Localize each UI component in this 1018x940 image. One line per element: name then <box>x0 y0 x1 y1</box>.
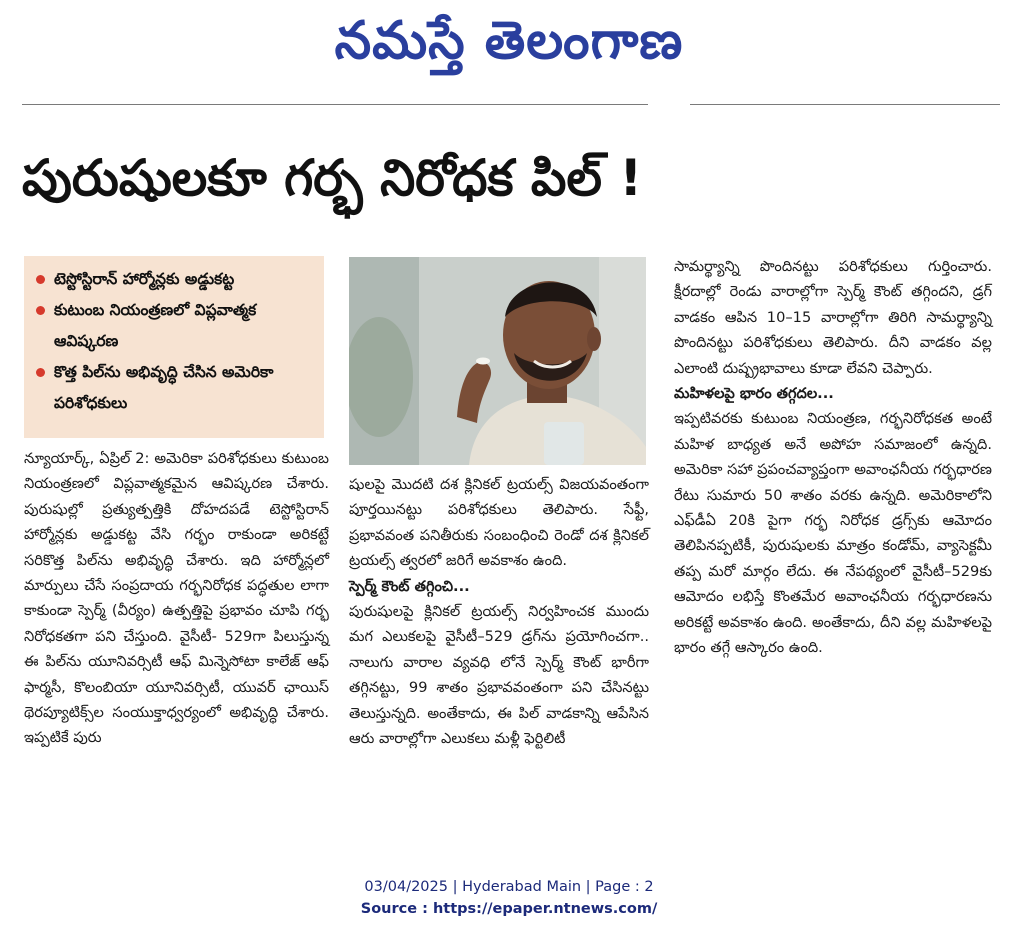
highlight-item <box>36 357 314 419</box>
bullet-dot-icon <box>36 368 45 377</box>
column-3-paragraph-1: సామర్థ్యాన్ని పొందినట్టు పరిశోధకులు గుర్తించారు. క్షీరదాల్లో రెండు వారాల్లోగా స్పెర్మ్ కౌంట్ తగ్గిందని, డ్రగ్ వాడకం ఆపిన 10–15 వారాల్లోగా తిరిగి సామర్థ్యాన్ని పొందినట్టు పరిశోధకులు తెలిపారు. దీని వాడకం వల్ల ఎలాంటి దుష్ప్రభావాలు కూడా లేవని చెప్పారు. <box>674 258 992 377</box>
column-3-paragraph-2: ఇప్పటివరకు కుటుంబ నియంత్రణ, గర్భనిరోధకత అంటే మహిళ బాధ్యత అనే అపోహ సమాజంలో ఉన్నది. అమెరికా సహా ప్రపంచవ్యాప్తంగా అవాంఛనీయ గర్భధారణ రేటు సుమారు 50 శాతం వరకు ఉన్నది. అమెరికాలోని ఎఫ్‌డీఏ 20కి పైగా గర్భ నిరోధక డ్రగ్స్‌కు ఆమోదం తెలిపినప్పటికీ, పురుషులకు మాత్రం కండోమ్, వ్యాసెక్టమీ తప్ప మరో మార్గం లేదు. ఈ నేపథ్యంలో వైసీటీ–529కు ఆమోదం లభిస్తే కొంతమేర అవాంఛనీయ గర్భధారణను అరికట్టే అవకాశం ఉంది. అంతేకాదు, దీని వల్ల మహిళలపై భారం తగ్గే ఆస్కారం ఉంది. <box>674 410 992 657</box>
column-2-subhead: స్పెర్మ్ కౌంట్ తగ్గించి... <box>349 577 470 595</box>
article-column-1 <box>24 446 329 751</box>
highlights-box <box>24 256 324 438</box>
masthead-title: నమస్తే తెలంగాణ <box>334 11 684 71</box>
masthead-rule-right <box>690 104 1000 105</box>
source-link[interactable]: Source : https://epaper.ntnews.com/ <box>360 901 658 917</box>
article-column-3 <box>674 254 992 661</box>
column-1-text: న్యూయార్క్, ఏప్రిల్ 2: అమెరికా పరిశోధకులు కుటుంబ నియంత్రణలో విప్లవాత్మకమైన ఆవిష్కరణ చేశారు. పురుషుల్లో ప్రత్యుత్పత్తికి దోహదపడే టెస్టోస్టిరాన్ హార్మోన్లకు అడ్డుకట్ట వేసి గర్భం రాకుండా అరికట్టే సరికొత్త పిల్‌ను అభివృద్ధి చేశారు. ఇది హార్మోన్లలో మార్పులు చేసే సంప్రదాయ గర్భనిరోధక పద్ధతుల లాగా కాకుండా స్పెర్మ్ (వీర్యం) ఉత్పత్తిపై ప్రభావం చూపి గర్భ నిరోధకతగా పని చేస్తుంది. వైసీటీ- 529గా పిలుస్తున్న ఈ పిల్‌ను యూనివర్సిటీ ఆఫ్ మిన్నెసోటా కాలేజ్ ఆఫ్ ఫార్మసీ, కొలంబియా యూనివర్సిటీ, యువర్ ఛాయిస్ థెరప్యూటిక్స్‌ల సంయుక్తాధ్వర్యంలో అభివృద్ధి చేశారు. ఇప్పటికే పురు <box>24 450 329 747</box>
bullet-dot-icon <box>36 306 45 315</box>
column-2-paragraph-1: షులపై మొదటి దశ క్లినికల్ ట్రయల్స్ విజయవంతంగా పూర్తయినట్టు పరిశోధకులు తెలిపారు. సేఫ్టీ, ప్రభావవంత పనితీరుకు సంబంధించి రెండో దశ క్లినికల్ ట్రయల్స్ త్వరలో జరిగే అవకాశం ఉంది. <box>349 476 649 570</box>
column-3-subhead: మహిళలపై భారం తగ్గదల... <box>674 385 834 403</box>
masthead-rule-left <box>22 104 648 105</box>
article-headline: పురుషులకూ గర్భ నిరోధక పిల్ ! <box>22 149 643 207</box>
highlight-item <box>36 295 314 357</box>
article-column-2 <box>349 472 649 751</box>
article-photo <box>349 257 646 465</box>
highlight-item <box>36 264 314 295</box>
highlight-text: కుటుంబ నియంత్రణలో విప్లవాత్మక ఆవిష్కరణ <box>54 301 257 350</box>
man-taking-pill-illustration <box>349 257 646 465</box>
bullet-dot-icon <box>36 275 45 284</box>
highlight-text: కొత్త పిల్‌ను అభివృద్ధి చేసిన అమెరికా పరిశోధకులు <box>54 363 274 412</box>
highlight-text: టెస్టోస్టిరాన్ హార్మోన్లకు అడ్డుకట్ట <box>54 270 235 288</box>
column-2-paragraph-2: పురుషులపై క్లినికల్ ట్రయల్స్ నిర్వహించక ముందు మగ ఎలుకలపై వైసీటీ–529 డ్రగ్‌ను ప్రయోగించగా.. నాలుగు వారాల వ్యవధి లోనే స్పెర్మ్ కౌంట్ భారీగా తగ్గినట్టు, 99 శాతం ప్రభావవంతంగా పని చేసినట్టు తెలుస్తున్నది. అంతేకాదు, ఈ పిల్ వాడకాన్ని ఆపేసిన ఆరు వారాల్లోగా ఎలుకలు మళ్లీ ఫెర్టిలిటీ <box>349 603 649 748</box>
edition-info: 03/04/2025 | Hyderabad Main | Page : 2 <box>364 879 654 895</box>
page-footer <box>0 876 1018 920</box>
